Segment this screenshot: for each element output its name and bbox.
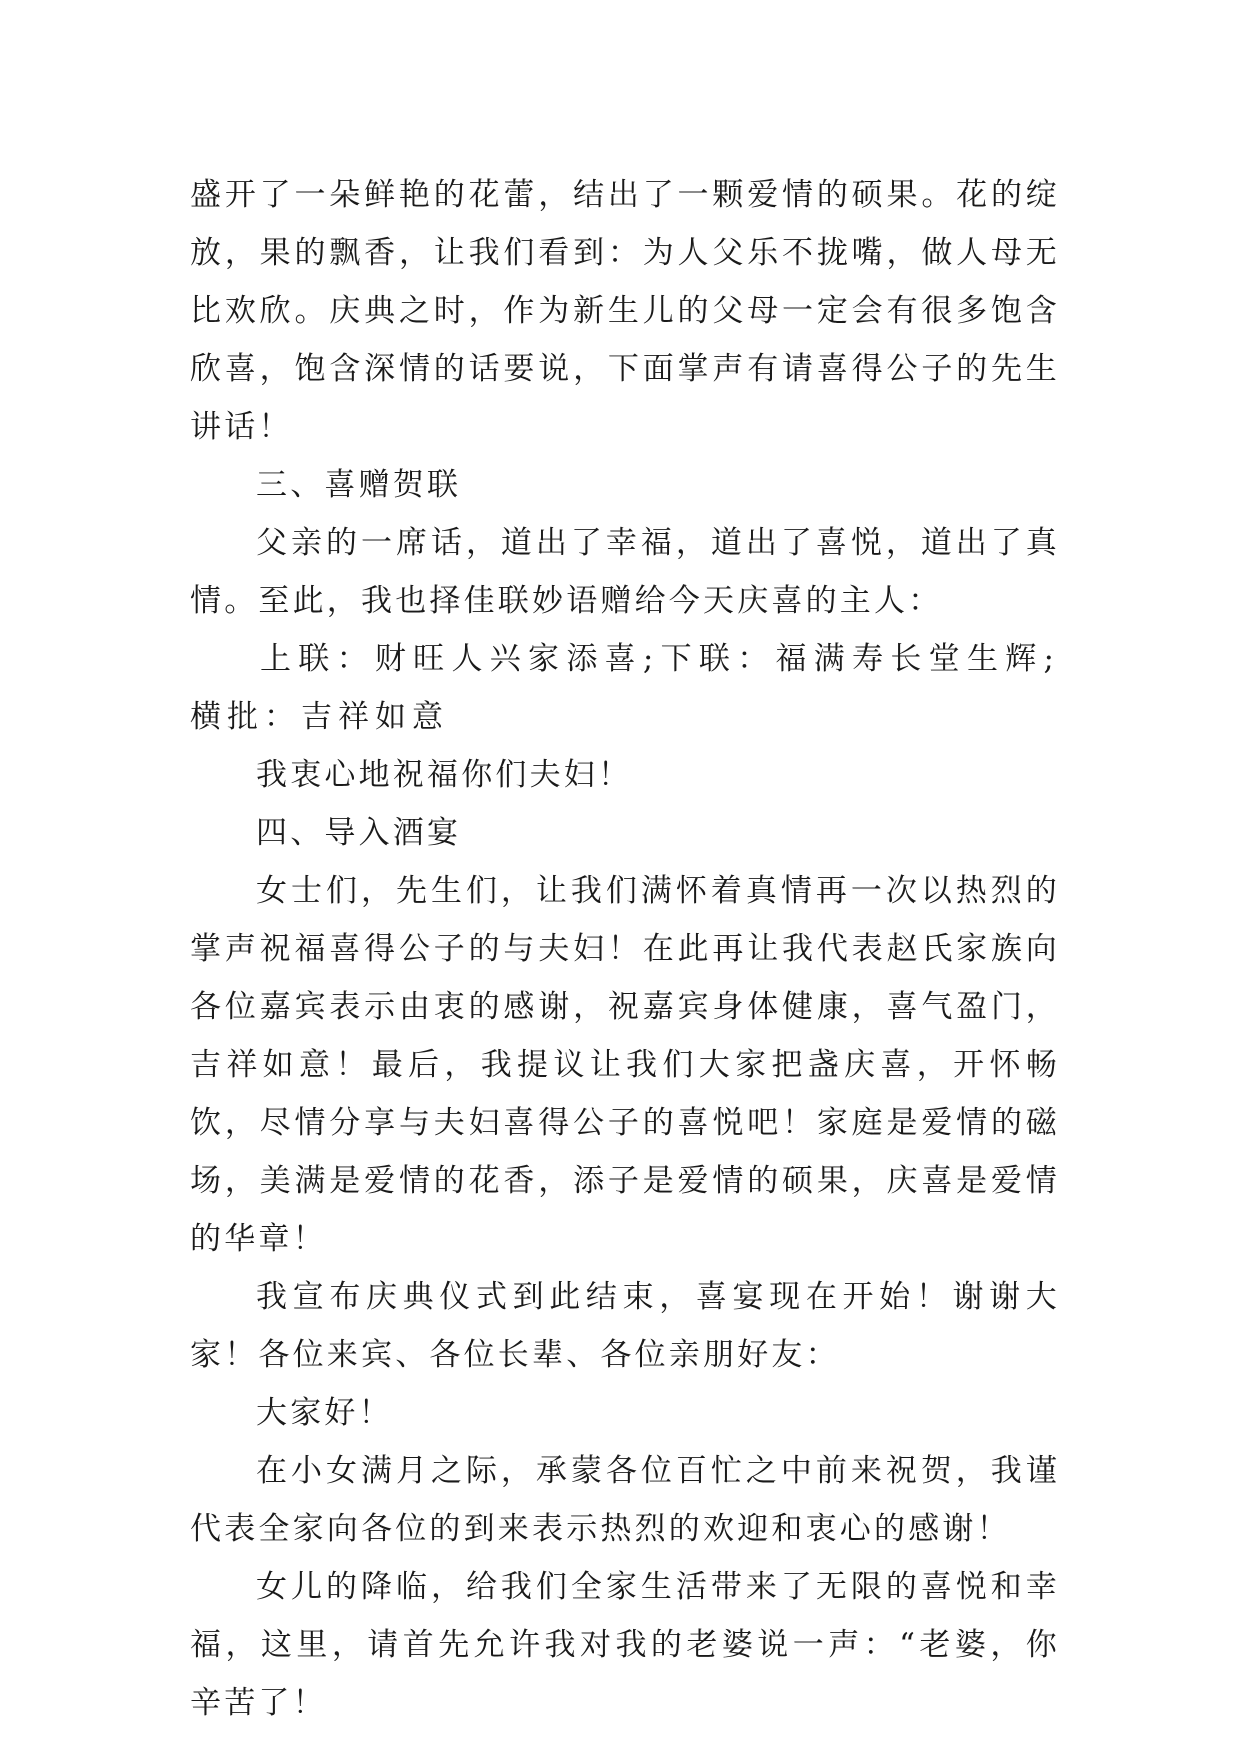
paragraph-hello: 大家好！ [256,1395,393,1431]
document-body [190,166,1060,1732]
paragraph-thanks: 在小女满月之际，承蒙各位百忙之中前来祝贺，我谨代表全家向各位的到来表示热烈的欢迎和衷心的感谢！ [190,1453,1060,1547]
paragraph-father-speech: 父亲的一席话，道出了幸福，道出了喜悦，道出了真情。至此，我也择佳联妙语赠给今天庆喜的主人： [190,525,1060,619]
paragraph-intro-continuation: 盛开了一朵鲜艳的花蕾，结出了一颗爱情的硕果。花的绽放，果的飘香，让我们看到：为人父乐不拢嘴，做人母无比欢欣。庆典之时，作为新生儿的父母一定会有很多饱含欣喜，饱含深情的话要说，下面掌声有请喜得公子的先生讲话！ [190,177,1060,445]
paragraph-blessing: 我衷心地祝福你们夫妇！ [256,757,633,793]
section-heading-couplet: 三、喜赠贺联 [256,467,462,503]
paragraph-closing-greeting: 我宣布庆典仪式到此结束，喜宴现在开始！谢谢大家！各位来宾、各位长辈、各位亲朋好友： [190,1279,1060,1373]
paragraph-daughter: 女儿的降临，给我们全家生活带来了无限的喜悦和幸福，这里，请首先允许我对我的老婆说一声：“老婆，你辛苦了！ [190,1569,1060,1721]
paragraph-toast: 女士们，先生们，让我们满怀着真情再一次以热烈的掌声祝福喜得公子的与夫妇！在此再让我代表赵氏家族向各位嘉宾表示由衷的感谢，祝嘉宾身体健康，喜气盈门，吉祥如意！最后，我提议让我们大家把盏庆喜，开怀畅饮，尽情分享与夫妇喜得公子的喜悦吧！家庭是爱情的磁场，美满是爱情的花香，添子是爱情的硕果，庆喜是爱情的华章！ [190,873,1060,1257]
section-heading-banquet: 四、导入酒宴 [256,815,462,851]
paragraph-couplet-text: 上联：财旺人兴家添喜;下联：福满寿长堂生辉;横批：吉祥如意 [190,641,1060,735]
